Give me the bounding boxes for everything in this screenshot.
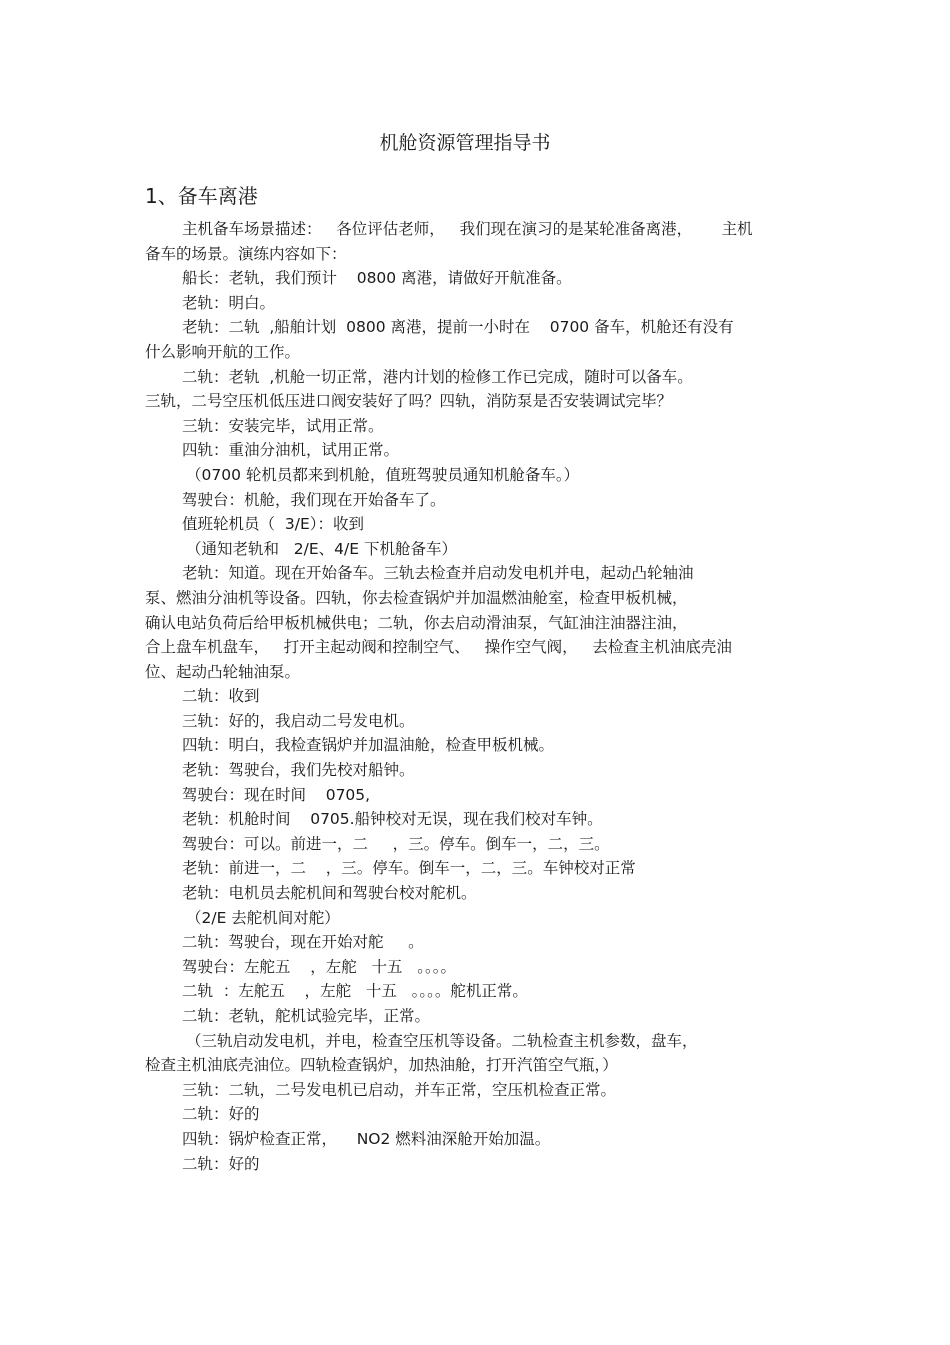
document-body (145, 217, 810, 1176)
dialogue-line: 船长：老轨，我们预计 0800 离港，请做好开航准备。 (182, 269, 572, 288)
dialogue-line: 老轨：前进一，二 ，三。停车。倒车一，二，三。车钟校对正常 (182, 859, 636, 878)
dialogue-line: 老轨：驾驶台，我们先校对船钟。 (182, 761, 415, 780)
dialogue-line: 驾驶台：左舵五 ，左舵 十五 。。。。 (182, 957, 457, 976)
dialogue-line: 驾驶台：可以。前进一，二 ，三。停车。倒车一，二，三。 (182, 834, 610, 853)
dialogue-line: 老轨：知道。现在开始备车。三轨去检查并启动发电机并电，起动凸轮轴油 (182, 564, 694, 583)
dialogue-line: 值班轮机员（ 3/E）：收到 (182, 515, 364, 534)
dialogue-line: 老轨：电机员去舵机间和驾驶台校对舵机。 (182, 884, 477, 903)
paragraph-line: 备车的场景。演练内容如下： (145, 244, 347, 263)
dialogue-line: 二轨：好的 (182, 1154, 260, 1173)
dialogue-line: 四轨：重油分油机，试用正常。 (182, 441, 400, 460)
stage-direction-line: （三轨启动发电机，并电，检查空压机等设备。二轨检查主机参数，盘车， (186, 1031, 698, 1050)
dialogue-line: 三轨，二号空压机低压进口阀安装好了吗？四轨，消防泵是否安装调试完毕？ (145, 392, 673, 411)
dialogue-line: 四轨：明白，我检查锅炉并加温油舱，检查甲板机械。 (182, 736, 555, 755)
dialogue-line: 二轨 ：左舵五 ，左舵 十五 。。。。舵机正常。 (182, 982, 528, 1001)
stage-direction-line: （0700 轮机员都来到机舱，值班驾驶员通知机舱备车。） (186, 465, 580, 484)
dialogue-line: 老轨：机舱时间 0705.船钟校对无误，现在我们校对车钟。 (182, 810, 603, 829)
dialogue-line: 驾驶台：现在时间 0705, (182, 785, 371, 804)
dialogue-line: 三轨：好的，我启动二号发电机。 (182, 711, 415, 730)
dialogue-line: 驾驶台：机舱，我们现在开始备车了。 (182, 490, 446, 509)
dialogue-line: 二轨：老轨，舵机试验完毕，正常。 (182, 1007, 431, 1025)
dialogue-line: 老轨：二轨 ,船舶计划 0800 离港，提前一小时在 0700 备车，机舱还有没有 (182, 318, 734, 337)
dialogue-line: 合上盘车机盘车， 打开主起动阀和控制空气、 操作空气阀， 去检查主机油底壳油 (145, 638, 732, 657)
dialogue-line: 泵、燃油分油机等设备。四轨，你去检查锅炉并加温燃油舱室，检查甲板机械， (145, 588, 688, 607)
dialogue-line: 什么影响开航的工作。 (145, 342, 301, 361)
dialogue-line: 确认电站负荷后给甲板机械供电；二轨，你去启动滑油泵，气缸油注油器注油， (145, 613, 688, 632)
dialogue-line: 三轨：安装完毕，试用正常。 (182, 416, 384, 435)
document-title: 机舱资源管理指导书 (379, 132, 551, 154)
stage-direction-line: 检查主机油底壳油位。四轨检查锅炉，加热油舱，打开汽笛空气瓶，） (145, 1056, 618, 1075)
dialogue-line: 二轨：驾驶台，现在开始对舵 。 (182, 933, 424, 952)
paragraph-line: 主机备车场景描述： 各位评估老师， 我们现在演习的是某轮准备离港， 主机 (182, 220, 753, 238)
dialogue-line: 四轨：锅炉检查正常， NO2 燃料油深舱开始加温。 (182, 1129, 551, 1148)
dialogue-line: 二轨：好的 (182, 1105, 260, 1124)
dialogue-line: 老轨：明白。 (182, 293, 276, 312)
dialogue-line: 二轨：老轨 ,机舱一切正常，港内计划的检修工作已完成，随时可以备车。 (182, 367, 693, 386)
dialogue-line: 位、起动凸轮轴油泵。 (145, 662, 301, 681)
stage-direction-line: （2/E 去舵机间对舵） (186, 908, 340, 927)
stage-direction-line: （通知老轨和 2/E、4/E 下机舱备车） (186, 539, 457, 558)
dialogue-line: 三轨：二轨，二号发电机已启动，并车正常，空压机检查正常。 (182, 1080, 617, 1099)
section-heading: 1、备车离港 (145, 184, 258, 208)
dialogue-line: 二轨：收到 (182, 687, 260, 706)
